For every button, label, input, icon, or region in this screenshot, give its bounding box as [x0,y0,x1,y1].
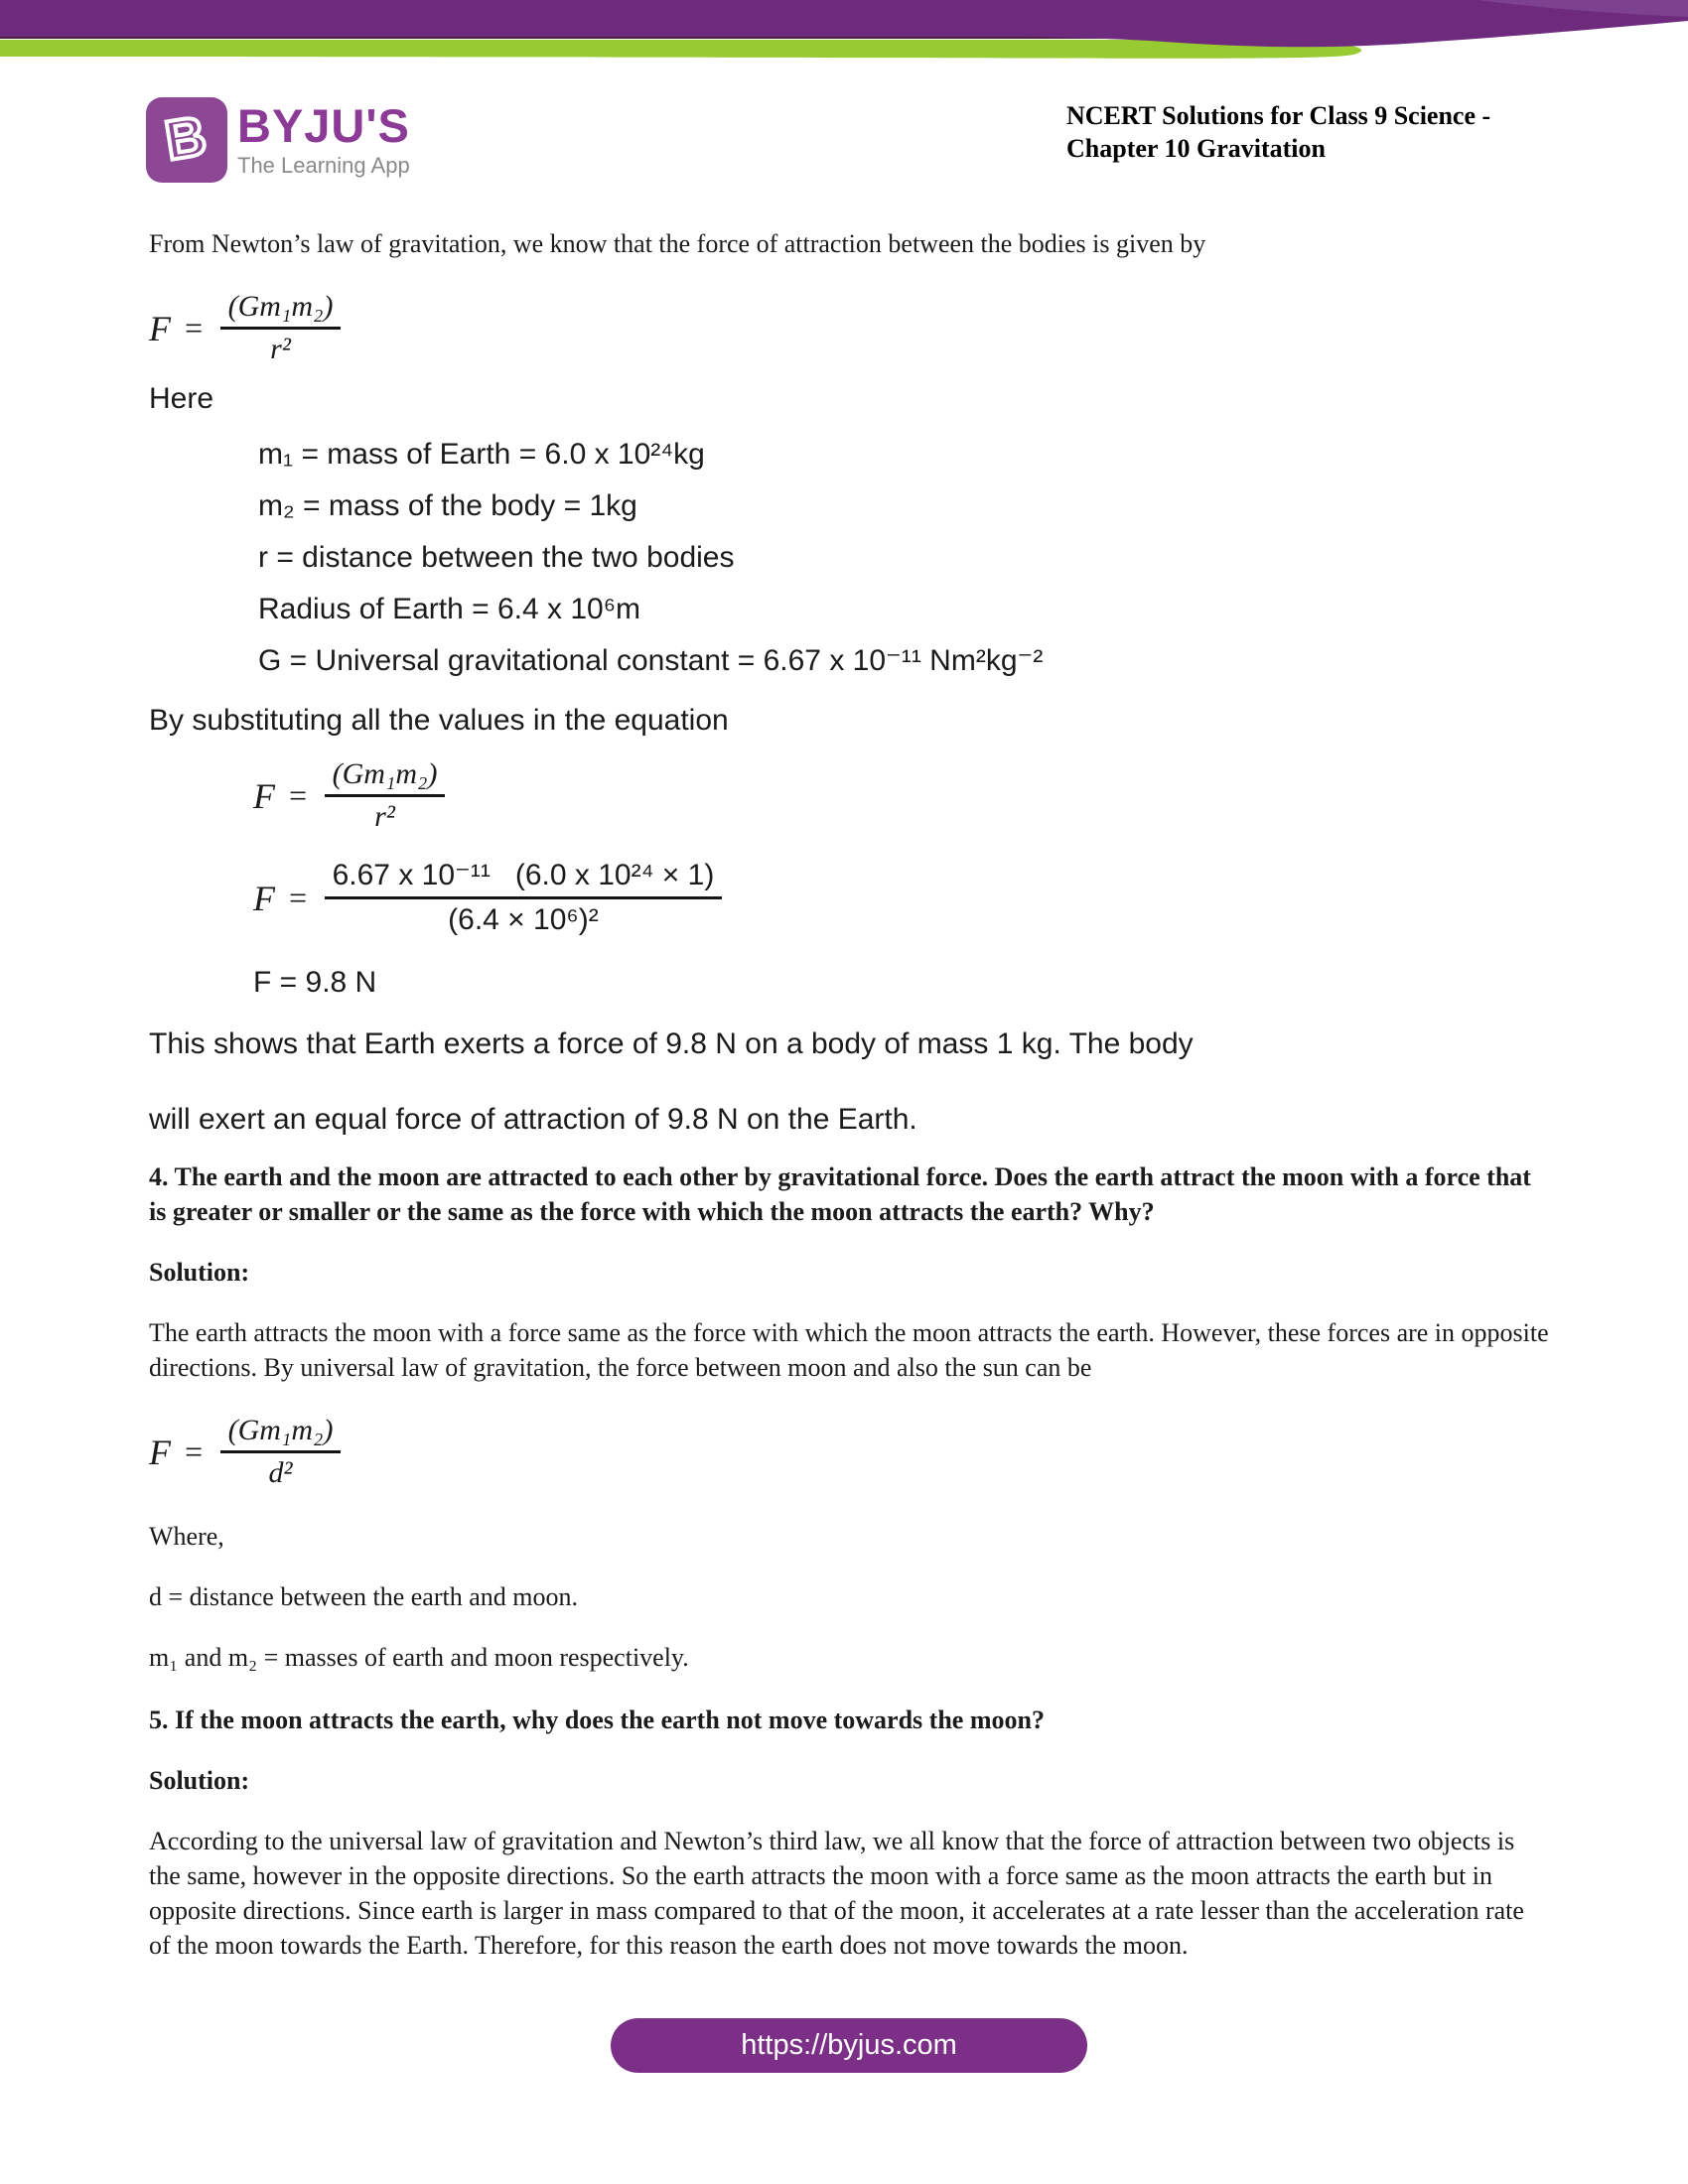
given-value-m2: m₂ = mass of the body = 1kg [258,489,637,522]
formula-equals: = [287,880,309,915]
given-value-r: r = distance between the two bodies [258,541,735,574]
document-title [1066,99,1622,165]
brand-name: BYJU'S [237,99,410,152]
solution-4-answer: The earth attracts the moon with a force same as the force with which the moon attracts the earth. However, these forces are in opposite directions. By universal law of gravitation, the force between moon and also the sun can be [149,1318,1549,1382]
here-label: Here [149,382,214,415]
fraction [325,754,446,837]
formula-earth-moon [149,1411,1549,1493]
solution-4-label: Solution: [149,1258,250,1287]
formula-lhs: F [149,308,171,348]
byjus-logo-text [237,97,410,179]
given-value-G: G = Universal gravitational constant = 6.67 x 10⁻¹¹ Nm²kg⁻² [258,644,1044,677]
footer-url: https://byjus.com [741,2029,957,2061]
formula-substituted [253,855,1549,941]
conclusion-line2: will exert an equal force of attraction of 9.8 N on the Earth. [149,1103,917,1136]
where-masses: m₁ and m₂ = masses of earth and moon respectively. [149,1643,689,1672]
given-values-list [258,429,1549,687]
solution-5-answer: According to the universal law of gravitation and Newton’s third law, we all know that the force of attraction between two objects is the same, however in the opposite directions. So the earth attracts the moon with a force same as the moon attracts the earth but in opposite directions. Since earth is larger in mass compared to that of the moon, it accelerates at a rate lesser than the acceleration rate of the moon towards the Earth. Therefore, for this reason the earth does not move towards the moon. [149,1827,1524,1960]
where-label: Where, [149,1522,224,1551]
fraction-denominator: d² [268,1456,293,1489]
fraction-denominator: r² [270,333,291,365]
formula-lhs: F [149,1432,171,1472]
formula-lhs: F [253,775,275,816]
byjus-b-glyph: B [160,103,211,172]
intro-paragraph: From Newton’s law of gravitation, we know that the force of attraction between the bodies is given by [149,229,1206,258]
formula-equals: = [287,777,309,813]
document-body [0,226,1688,2073]
solution-5-label: Solution: [149,1766,250,1795]
question-5: 5. If the moon attracts the earth, why does the earth not move towards the moon? [149,1706,1045,1734]
formula-equals: = [183,1433,205,1469]
header-green-stripe [0,40,1361,59]
where-distance: d = distance between the earth and moon. [149,1582,578,1611]
fraction-numerator: 6.67 x 10⁻¹¹ (6.0 x 10²⁴ × 1) [332,859,715,891]
header-wave-decoration [0,0,1688,89]
fraction-numerator: (Gm₁m₂) [332,757,438,790]
page-header [0,97,1688,197]
fraction-numerator: (Gm₁m₂) [227,290,334,323]
formula-equals: = [183,310,205,345]
fraction [220,287,342,369]
byjus-logo-icon [146,97,227,183]
document-title-line2: Chapter 10 Gravitation [1066,134,1326,163]
fraction-denominator: (6.4 × 10⁶)² [448,903,599,936]
conclusion-line1: This shows that Earth exerts a force of 9.8 N on a body of mass 1 kg. The body [149,1027,1194,1060]
question-4: 4. The earth and the moon are attracted to each other by gravitational force. Does the earth attract the moon with a force that is greater or smaller or the same as the force with which the moon attracts the earth? Why? [149,1162,1531,1226]
substitute-line: By substituting all the values in the equation [149,704,729,737]
fraction-numerator: (Gm₁m₂) [227,1414,334,1446]
brand-tagline: The Learning App [237,153,410,178]
fraction [325,855,723,941]
formula-newton-general [149,287,1549,369]
fraction-denominator: r² [374,800,395,833]
given-value-m1: m₁ = mass of Earth = 6.0 x 10²⁴kg [258,438,705,471]
footer-url-pill[interactable] [611,2018,1087,2073]
byjus-logo [146,97,410,183]
document-title-line1: NCERT Solutions for Class 9 Science - [1066,101,1491,130]
force-result: F = 9.8 N [253,966,377,999]
formula-lhs: F [253,878,275,918]
formula-repeat [253,754,1549,837]
fraction [220,1411,342,1493]
given-value-radius: Radius of Earth = 6.4 x 10⁶m [258,593,641,625]
